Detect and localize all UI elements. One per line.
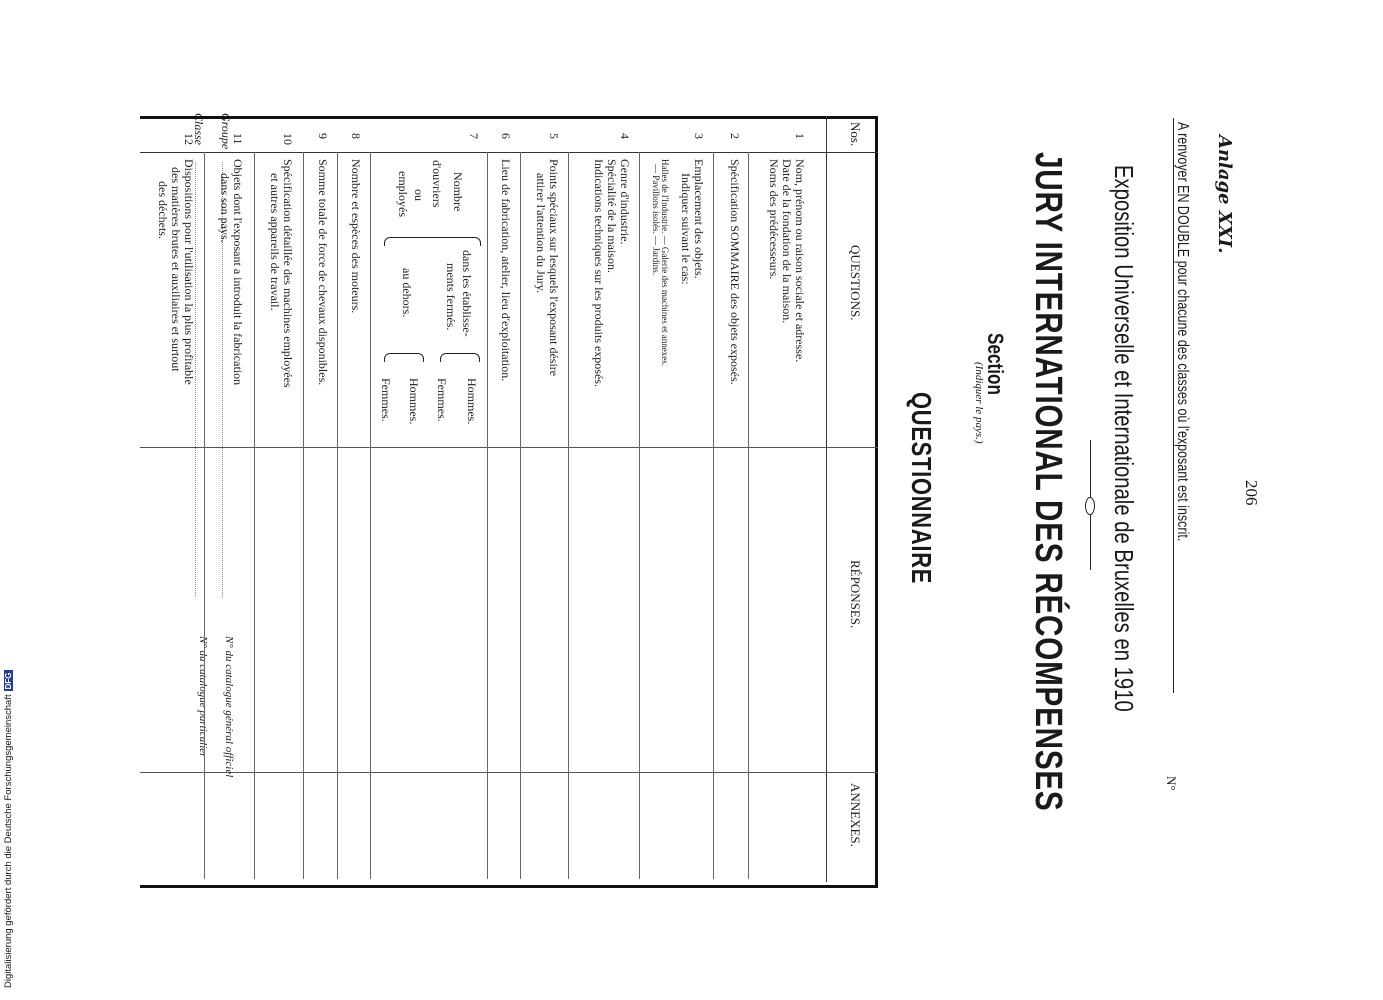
row-text: Emplacement des objets. [692,159,706,279]
row-number: 4 [618,133,632,139]
dfg-logo: DFG [4,672,13,690]
anlage-label: Anlage XXI. [1214,135,1235,254]
row-number: 3 [692,133,706,139]
row-text: ments fermés. [444,263,458,331]
row-text: Date de la fondation de la maison. [780,159,794,324]
number-label: N° [1164,776,1179,791]
row-text: Spécification SOMMAIRE des objets exposés. [728,159,742,385]
row-text: Objets dont l'exposant a introduit la fabrication [231,159,245,386]
row-number: 2 [728,133,742,139]
row-number: 9 [316,133,330,139]
groupe-label: Groupe [219,113,233,150]
return-note: A renvoyer EN DOUBLE pour chacune des classes où l'exposant est inscrit. [1174,122,1191,542]
row-number: 11 [231,133,245,145]
catalogue-particulier-label: N° du catalogue particulier [197,636,209,758]
row-number: 12 [182,133,196,145]
row-text: d'ouvriers [430,160,444,208]
ornament-divider [1085,440,1095,570]
row-number: 7 [467,133,481,139]
section-hint: (Indiquer le pays.) [973,362,985,444]
row-number: 1 [793,133,807,139]
row-text: dans son pays. [218,173,232,243]
col-header-reponses: RÉPONSES. [848,560,863,629]
row-text: ou [412,189,426,201]
row-text: dans les établisse- [460,250,474,337]
row-text: Indications techniques sur les produits exposés. [592,159,606,387]
row-text: des matières brutes et auxiliaires et surtout [169,167,183,372]
row-text: Femmes. [379,378,393,422]
col-header-questions: QUESTIONS. [848,245,863,321]
row-text: Nombre [451,172,465,212]
row-text: Hommes. [465,378,479,425]
col-header-annexes: ANNEXES. [848,783,863,847]
row-number: 5 [547,133,561,139]
row-text: attirer l'attention du Jury. [534,173,548,294]
row-text: Spécialité de la maison. [605,159,619,273]
col-header-nos: Nos. [848,122,863,147]
groupe-field [222,162,223,597]
row-text: Spécification détaillée des machines employées [281,159,295,388]
row-text: Somme totale de force de chevaux disponibles. [316,159,330,386]
row-text: Lieu de fabrication, atelier, lieu d'exploitation. [499,159,513,382]
page-number: 206 [1242,480,1261,506]
classe-label: Classe [192,113,206,146]
row-number: 8 [349,133,363,139]
row-text: Nombre et espèces des moteurs. [349,159,363,314]
catalogue-general-label: N° du catalogue général officiel [223,636,235,778]
row-text: et autres appareils de travail. [268,173,282,311]
questionnaire-title: QUESTIONNAIRE [906,392,937,585]
row-text: — Pavillons isolés. — Jardins. [651,164,661,276]
row-number: 6 [499,133,513,139]
row-text: au dehors. [400,268,414,318]
row-text: Halles de l'Industrie. — Galerie des machines et annexes. [660,159,670,367]
row-text: Femmes. [435,378,449,422]
row-text: Nom, prénom ou raison sociale et adresse. [793,159,807,363]
section-label: Section [983,333,1008,395]
digitization-text: Digitalisierung gefördert durch die Deutsche Forschungsgemeinschaft [3,694,14,988]
row-text: Genre d'industrie. [618,159,632,245]
row-text: des déchets. [156,181,170,239]
row-text: employés [396,171,410,217]
classe-field [195,162,196,597]
row-text: Hommes. [407,378,421,425]
row-text: Indiquer suivant le cas: [679,173,693,285]
row-text: Dispositions pour l'utilisation la plus profitable [182,159,196,385]
exposition-title: Exposition Universelle et Internationale de Bruxelles en 1910 [1109,165,1139,712]
return-note-underline [1173,118,1174,693]
row-number: 10 [281,133,295,145]
row-text: Points spéciaux sur lesquels l'exposant désire [547,159,561,377]
jury-title: JURY INTERNATIONAL DES RÉCOMPENSES [1027,152,1069,812]
row-text: Noms des prédécesseurs. [767,159,781,280]
